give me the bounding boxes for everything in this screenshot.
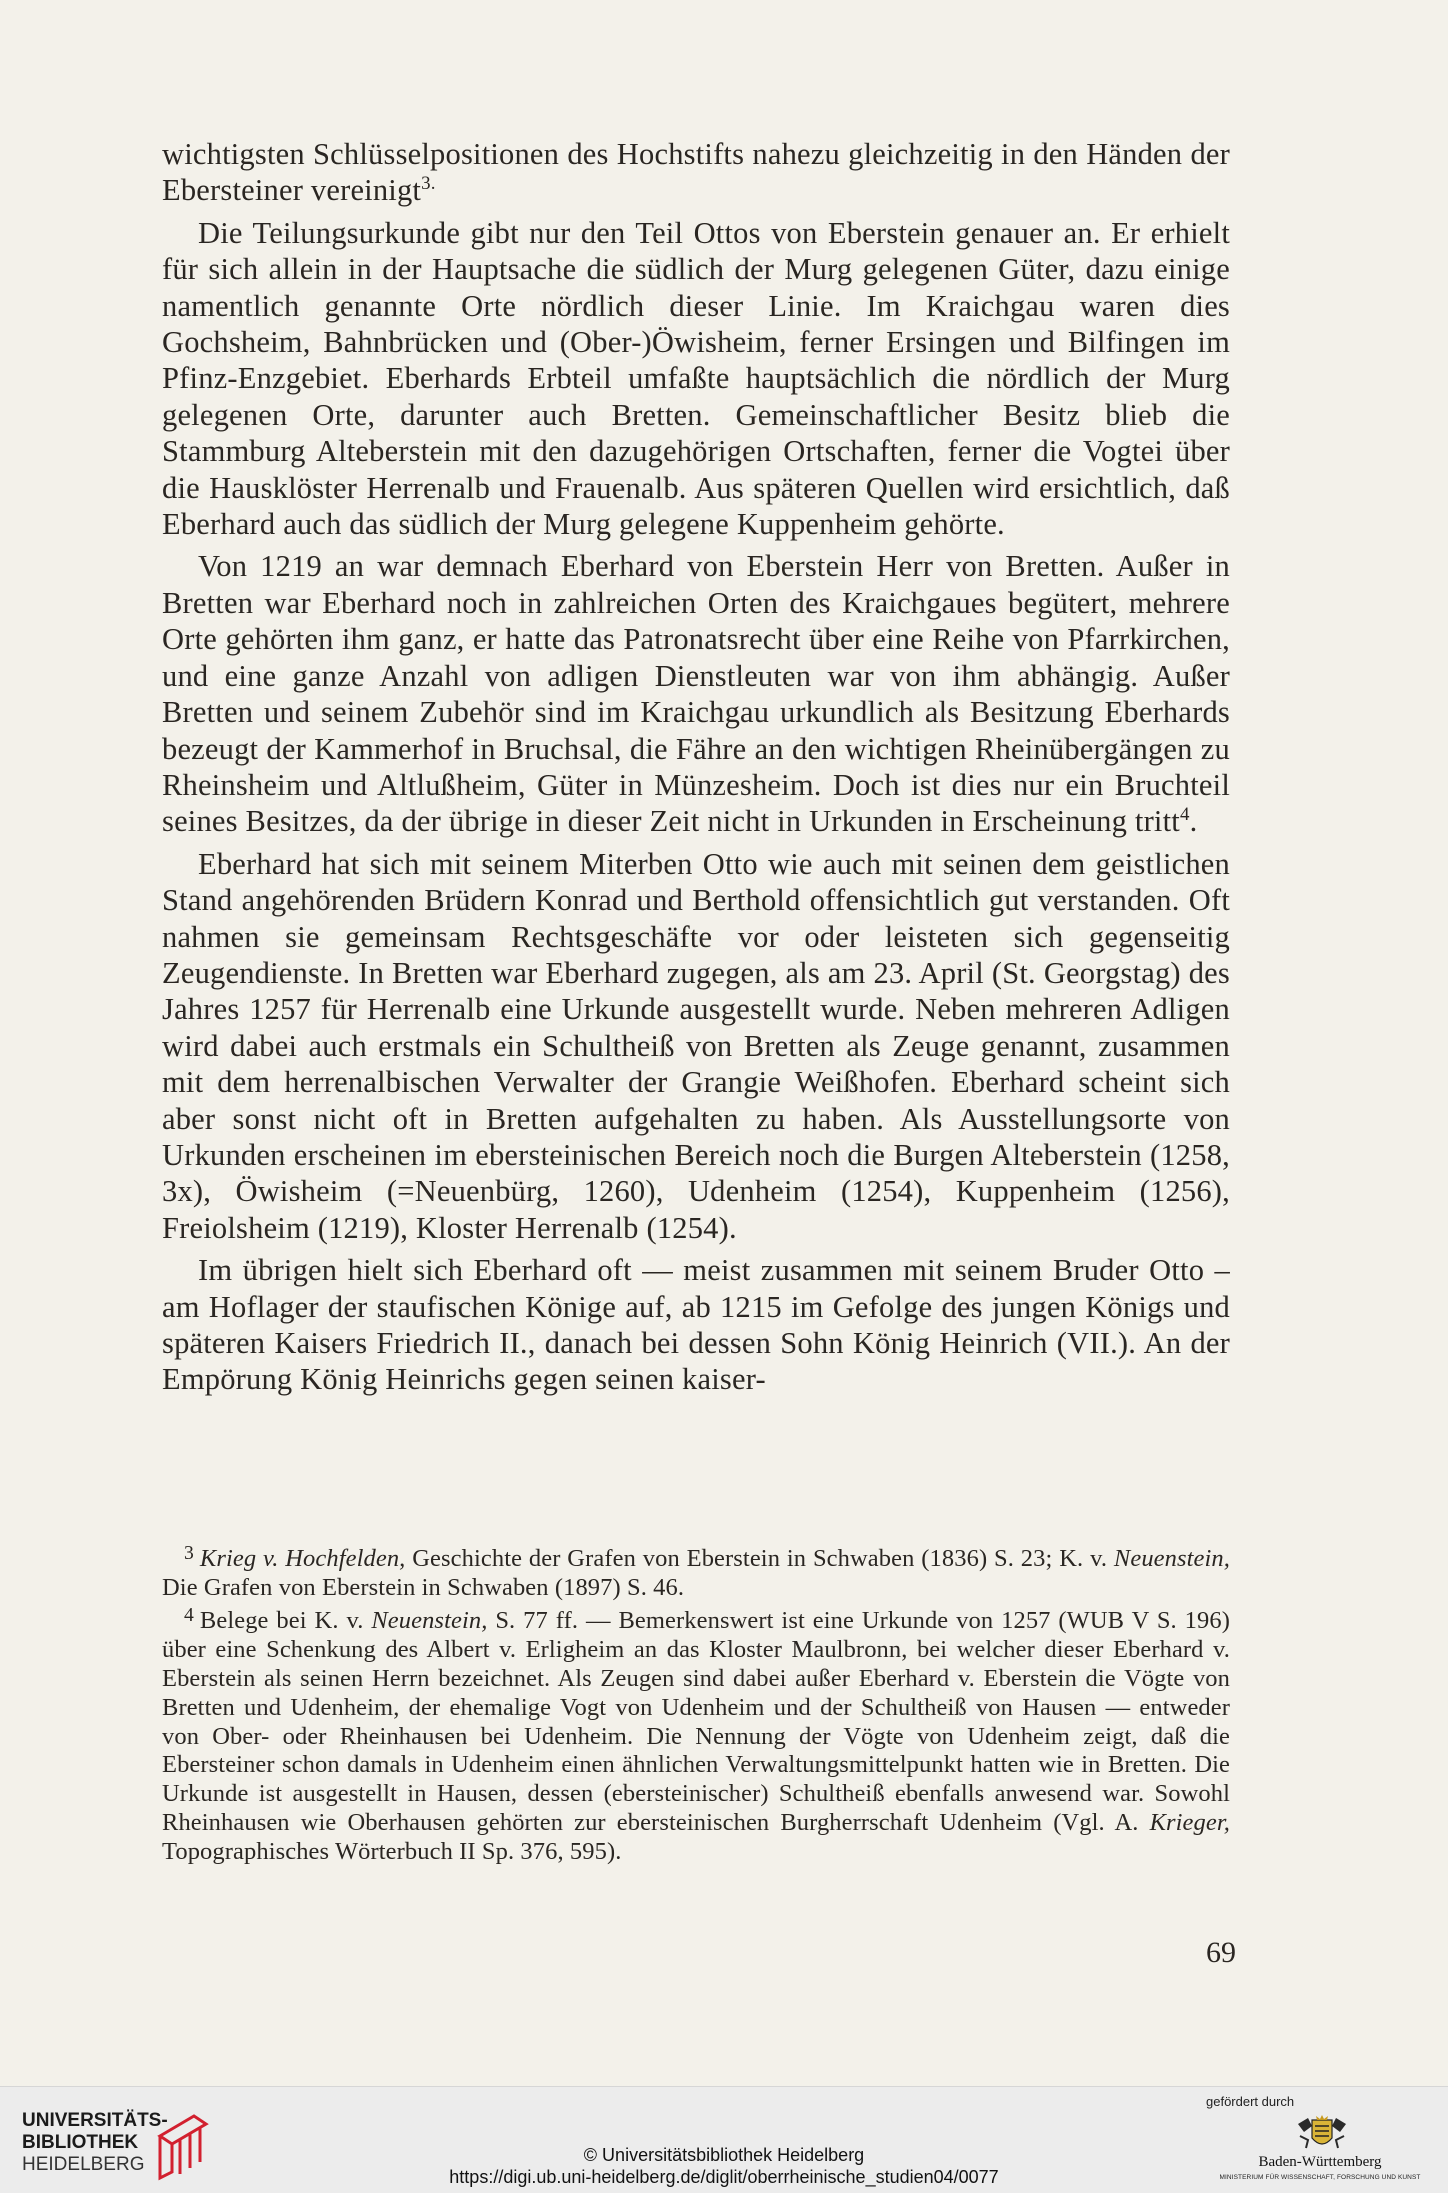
permalink[interactable]: https://digi.ub.uni-heidelberg.de/diglit/oberrheinische_studien04/0077 (449, 2167, 999, 2187)
footnote-mark: 4 (184, 1605, 194, 1627)
footnote-author: Krieg v. Hochfelden, (199, 1544, 406, 1572)
footnotes (162, 1540, 1230, 1866)
paragraph (162, 136, 1230, 209)
copyright-text: © Universitätsbibliothek Heidelberg (583, 2145, 865, 2165)
footnote-ref[interactable]: 4 (1179, 804, 1190, 826)
sponsor-logo[interactable] (1200, 2094, 1440, 2188)
footnote-3 (162, 1540, 1230, 1602)
sponsor-ministry: MINISTERIUM FÜR WISSENSCHAFT, FORSCHUNG UND KUNST (1219, 2174, 1421, 2181)
footnote-mark: 3 (184, 1543, 194, 1564)
baden-wuerttemberg-crest-icon (1294, 2114, 1350, 2152)
period: . (1189, 804, 1198, 839)
page-number: 69 (1206, 1936, 1236, 1969)
footnote-author: Krieger, (1149, 1808, 1230, 1836)
main-text (162, 136, 1230, 1404)
sponsor-label: gefördert durch (1206, 2094, 1295, 2109)
footnote-ref[interactable]: 3. (421, 173, 436, 195)
footnote-text: Belege bei K. v. (199, 1607, 372, 1635)
footnote-4 (162, 1602, 1230, 1866)
paragraph-text: Von 1219 an war demnach Eberhard von Eberstein Herr von Bretten. Außer in Bretten war Eberhard noch in zahlreichen Orten des Kraichgaues begütert, mehrere Orte gehörten ihm ganz, er hatte das Patronatsrecht über eine Reihe von Pfarrkirchen, und eine ganze Anzahl von adligen Dienstleuten war von ihm abhängig. Außer Bretten und seinem Zubehör sind im Kraichgau urkundlich als Besitzung Eberhards bezeugt der Kammerhof in Bruchsal, die Fähre an den wichtigen Rheinübergängen zu Rheinsheim und Altlußheim, Güter in Münzesheim. Doch ist dies nur ein Bruchteil seines Besitzes, da der übrige in dieser Zeit nicht in Urkunden in Erscheinung tritt (162, 549, 1230, 839)
library-name-line: UNIVERSITÄTS- (22, 2110, 168, 2131)
paragraph (162, 548, 1230, 839)
paragraph: Eberhard hat sich mit seinem Miterben Otto wie auch mit seinen dem geistlichen Stand angehörenden Brüdern Konrad und Berthold offensichtlich gut verstanden. Oft nahmen sie gemeinsam Rechtsgeschäfte vor oder leisteten sich gegenseitig Zeugendienste. In Bretten war Eberhard zugegen, als am 23. April (St. Georgstag) des Jahres 1257 für Herrenalb eine Urkunde ausgestellt wurde. Neben mehreren Adligen wird dabei auch erstmals ein Schultheiß von Bretten als Zeuge genannt, zusammen mit dem herrenalbischen Verwalter der Grangie Weißhofen. Eberhard scheint sich aber sonst nicht oft in Bretten aufgehalten zu haben. Als Ausstellungsorte von Urkunden erscheinen im ebersteinischen Bereich noch die Burgen Alteberstein (1258, 3x), Öwisheim (=Neuenbürg, 1260), Udenheim (1254), Kuppenheim (1256), Freiolsheim (1219), Kloster Herrenalb (1254). (162, 846, 1230, 1245)
paragraph: Im übrigen hielt sich Eberhard oft — meist zusammen mit seinem Bruder Otto – am Hoflager der staufischen Könige auf, ab 1215 im Gefolge des jungen Königs und späteren Kaisers Friedrich II., danach bei dessen Sohn König Heinrich (VII.). An der Empörung König Heinrichs gegen seinen kaiser- (162, 1253, 1230, 1397)
footnote-text: Geschichte der Grafen von Eberstein in Schwaben (1836) S. 23; K. v. (405, 1544, 1114, 1572)
library-name-line: BIBLIOTHEK (22, 2132, 139, 2153)
footnote-author: Neuenstein, (371, 1607, 488, 1635)
footnote-author: Neuenstein, (1113, 1544, 1230, 1572)
footnote-text: Topographisches Wörterbuch II Sp. 376, 595). (162, 1837, 622, 1865)
library-name-line: HEIDELBERG (22, 2154, 145, 2175)
paragraph: Die Teilungsurkunde gibt nur den Teil Ottos von Eberstein genauer an. Er erhielt für sich allein in der Hauptsache die südlich der Murg gelegenen Güter, dazu einige namentlich genannte Orte nördlich dieser Linie. Im Kraichgau waren dies Gochsheim, Bahnbrücken und (Ober-)Öwisheim, ferner Ersingen und Bilfingen im Pfinz-Enzgebiet. Eberhards Erbteil umfaßte hauptsächlich die nördlich der Murg gelegenen Orte, darunter auch Bretten. Gemeinschaftlicher Besitz blieb die Stammburg Alteberstein mit den dazugehörigen Ortschaften, ferner die Vogtei über die Hausklöster Herrenalb und Frauenalb. Aus späteren Quellen wird ersichtlich, daß Eberhard auch das südlich der Murg gelegene Kuppenheim gehörte. (162, 215, 1230, 542)
paragraph-text: wichtigsten Schlüsselpositionen des Hochstifts nahezu gleichzeitig in den Händen der Ebersteiner vereinigt (162, 137, 1230, 208)
footnote-text: Die Grafen von Eberstein in Schwaben (1897) S. 46. (162, 1573, 685, 1601)
footnote-text: S. 77 ff. — Bemerkenswert ist eine Urkunde von 1257 (WUB V S. 196) über eine Schenkung des Albert v. Erligheim an das Kloster Maulbronn, bei welcher dieser Eberhard v. Eberstein als seinen Herrn bezeichnet. Als Zeugen sind dabei außer Eberhard v. Eberstein die Vögte von Bretten und Udenheim, der ehemalige Vogt von Udenheim und der Schultheiß von Hausen — entweder von Ober- oder Rheinhausen bei Udenheim. Die Nennung der Vögte von Udenheim zeigt, daß die Ebersteiner schon damals in Udenheim einen ähnlichen Verwaltungsmittelpunkt hatten wie in Bretten. Die Urkunde ist ausgestellt in Hausen, dessen (ebersteinischer) Schultheiß ebenfalls anwesend war. Sowohl Rheinhausen wie Oberhausen gehörten zur ebersteinischen Burgherrschaft Udenheim (Vgl. A. (162, 1607, 1230, 1836)
sponsor-name: Baden-Württemberg (1258, 2154, 1382, 2170)
